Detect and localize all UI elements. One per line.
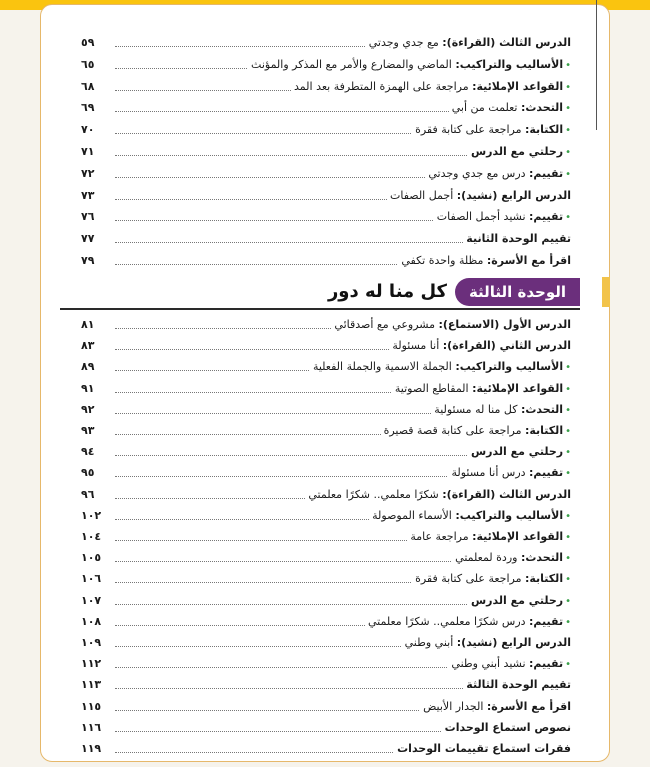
bullet-dot-icon: • [565,81,571,93]
toc-entry[interactable] [81,653,571,674]
toc-entry-label: الكتابة: [524,123,564,137]
toc-entry-label: رحلتي مع الدرس [470,593,564,607]
toc-entry[interactable] [81,163,571,184]
toc-entry-title [452,547,571,568]
toc-entry-title [369,505,571,526]
toc-page-number: ٨١ [81,318,95,331]
toc-entry[interactable] [81,356,571,377]
toc-page-number: ٧٢ [81,166,95,180]
toc-entry-label: تقييم الوحدة الثالثة [466,678,571,692]
bullet-dot-icon: • [565,595,571,607]
toc-entry-text: الجدار الأبيض [423,699,487,713]
toc-entry-text: وردة لمعلمتي [455,551,521,565]
bullet-dot-icon: • [565,510,571,522]
toc-entry-title [425,163,571,184]
toc-page-number: ٨٣ [81,339,95,353]
toc-entry-title [248,54,571,75]
toc-page-number: ٧٦ [81,210,95,224]
toc-page-number: ٦٨ [81,79,95,93]
toc-entry[interactable] [81,526,571,547]
toc-entry-label: التحدث: [520,402,564,416]
bullet-dot-icon: • [565,574,571,586]
unit-title: كل منا له دور [327,281,447,302]
toc-page-number: ٩٣ [81,424,95,437]
toc-entry-title [366,32,571,53]
toc-page-number: ٩٢ [81,402,95,416]
toc-entry-title [381,420,571,441]
toc-entry[interactable] [81,335,571,356]
toc-entry-title [412,119,571,140]
toc-entry-text: أجمل الصفات [390,188,457,202]
toc-page-number: ١١٦ [81,720,102,734]
toc-entry-label: تقييم: [529,166,564,180]
toc-page-number: ١١٢ [81,657,102,671]
bullet-dot-icon: • [565,659,571,671]
toc-entry-text: مع جدي وجدتي [368,36,443,49]
toc-page-number: ١٠٥ [81,551,102,565]
toc-entry-text: نشيد أبني وطني [451,657,530,671]
bullet-dot-icon: • [565,383,571,395]
toc-entry-text: مظلة واحدة تكفي [401,254,487,267]
toc-entry[interactable] [81,32,571,53]
toc-entry-title [431,399,571,420]
toc-entry-title [305,484,571,505]
toc-page-number: ٧٩ [81,254,95,267]
toc-entry-label: رحلتي مع الدرس [470,145,564,158]
toc-entry-label: تقييم الوحدة الثانية [466,232,571,246]
page-gutter-line [596,0,597,130]
toc-entry-text: أبني وطني [404,636,457,649]
toc-entry[interactable] [81,228,571,249]
toc-entry-label: الدرس الرابع (نشيد): [456,188,571,202]
banner-rule [60,308,580,310]
toc-entry-label: تقييم: [529,466,564,480]
toc-entry[interactable] [81,611,571,632]
toc-entry-title [291,76,571,97]
toc-entry[interactable] [81,314,571,335]
toc-entry-label: الدرس الأول (الاستماع): [438,318,571,331]
toc-page-number: ٥٩ [81,36,95,49]
toc-entry-text: الماضي والمضارع والأمر مع المذكر والمؤنث [251,57,456,71]
toc-entry[interactable] [81,141,571,162]
toc-entry-label: تقييم: [529,210,564,224]
toc-entry-title [387,185,571,206]
toc-entry[interactable] [81,206,571,227]
toc-entry-title [442,717,571,738]
toc-entry-text: كل منا له مسئولية [434,402,521,416]
bullet-dot-icon: • [565,553,571,565]
toc-entry[interactable] [81,399,571,420]
toc-entry[interactable] [81,674,571,695]
bullet-dot-icon: • [565,532,571,543]
toc-entry[interactable] [81,632,571,653]
toc-entry-title [449,97,571,118]
toc-entry[interactable] [81,420,571,441]
toc-entry[interactable] [81,505,571,526]
toc-page-number: ١١٥ [81,699,102,713]
toc-entry-text: مراجعة على الهمزة المتطرفة بعد المد [294,79,473,93]
toc-page-number: ١٠٤ [81,530,102,543]
toc-entry[interactable] [81,185,571,206]
toc-entry-text: أنا مسئولة [392,339,443,353]
toc-entry-title [463,228,571,249]
toc-entry-title [420,696,571,717]
toc-page-number: ٧٠ [81,123,95,137]
toc-entry-text: درس مع جدي وجدتي [428,166,530,180]
bullet-dot-icon: • [565,616,571,628]
bullet-dot-icon: • [565,125,571,137]
toc-entry-label: الدرس الرابع (نشيد): [456,636,571,649]
toc-entry-text: الجملة الاسمية والجملة الفعلية [312,360,456,374]
toc-page-number: ١٠٨ [81,614,102,628]
toc-entry[interactable] [81,462,571,483]
toc-entry-title [365,611,571,632]
toc-entry-label: اقرأ مع الأسرة: [486,699,571,713]
toc-entry-title [448,653,571,674]
toc-entry-title [392,378,571,399]
toc-entry-text: مراجعة عامة [410,530,473,543]
toc-page-number: ٩٦ [81,487,95,501]
toc-entry-label: تقييم: [529,614,564,628]
toc-entry[interactable] [81,76,571,97]
bullet-dot-icon: • [565,426,571,437]
toc-entry-label: القواعد الإملائية: [472,381,564,395]
toc-page-number: ١١٣ [81,678,102,692]
toc-entry-text: مراجعة على كتابة قصة قصيرة [383,424,525,437]
toc-entry-title [468,141,571,162]
toc-entry-label: القواعد الإملائية: [472,530,564,543]
toc-entry-label: اقرأ مع الأسرة: [486,254,571,267]
bullet-dot-icon: • [565,59,571,71]
toc-entry-label: الأساليب والتراكيب: [455,508,564,522]
toc-entry-label: التحدث: [520,551,564,565]
bullet-dot-icon: • [565,447,571,459]
toc-entry-title [331,314,571,335]
toc-entry[interactable] [81,378,571,399]
toc-page-number: ٧٧ [81,232,95,246]
toc-entry[interactable] [81,250,571,271]
toc-entry-label: نصوص استماع الوحدات [444,720,571,734]
toc-page-number: ٦٥ [81,57,95,71]
toc-entry-label: رحلتي مع الدرس [470,445,564,459]
toc-entry-label: الدرس الثالث (القراءة): [442,36,571,49]
toc-entry-text: شكرًا معلمي.. شكرًا معلمتي [308,487,443,501]
toc-entry-title [398,250,571,271]
bullet-dot-icon: • [565,212,571,224]
toc-entry-label: الأساليب والتراكيب: [455,360,564,374]
toc-entry-title [394,738,571,759]
toc-page-number: ٩٤ [81,445,95,459]
bullet-dot-icon: • [565,103,571,115]
bullet-dot-icon: • [565,168,571,180]
toc-entry-title [468,441,571,462]
toc-entry[interactable] [81,568,571,589]
unit-tag: الوحدة الثالثة [455,278,580,306]
toc-entry[interactable] [81,119,571,140]
toc-entry-label: فقرات استماع تقييمات الوحدات [397,742,571,755]
toc-entry[interactable] [81,590,571,611]
toc-entry[interactable] [81,717,571,738]
toc-entry[interactable] [81,696,571,717]
toc-entry-label: تقييم: [529,657,564,671]
toc-page-number: ٦٩ [81,101,95,115]
toc-page-number: ٩٥ [81,466,95,480]
bullet-dot-icon: • [565,147,571,158]
toc-entry-text: درس أنا مسئولة [451,466,530,480]
toc-entry[interactable] [81,738,571,759]
toc-entry-title [402,632,571,653]
toc-entry-title [448,462,571,483]
toc-page-number: ٧١ [81,145,95,158]
toc-entry-label: التحدث: [520,101,564,115]
toc-entry[interactable] [81,441,571,462]
toc-entry-title [463,674,571,695]
toc-entry-title [389,335,571,356]
toc-entry-text: تعلمت من أبي [451,101,521,115]
toc-entry-label: الأساليب والتراكيب: [455,57,564,71]
toc-entry-label: الكتابة: [524,424,564,437]
toc-entry-text: درس شكرًا معلمي.. شكرًا معلمتي [368,614,530,628]
toc-entry-text: مشروعي مع أصدقائي [334,318,439,331]
toc-entry-title [310,356,571,377]
toc-entry-title [407,526,571,547]
toc-entry-text: مراجعة على كتابة فقرة [415,572,525,586]
toc-entry-text: مراجعة على كتابة فقرة [415,123,525,137]
toc-page-number: ١٠٦ [81,572,102,586]
bullet-dot-icon: • [565,468,571,480]
toc-entry[interactable] [81,547,571,568]
toc-entry-label: القواعد الإملائية: [472,79,564,93]
toc-page-number: ١٠٩ [81,636,102,649]
unit-three-banner [60,277,580,307]
toc-entry-title [434,206,571,227]
toc-entry[interactable] [81,97,571,118]
toc-entry-label: الدرس الثاني (القراءة): [442,339,571,353]
toc-page-number: ١٠٧ [81,593,102,607]
toc-entry-text: الأسماء الموصولة [372,508,456,522]
toc-entry-text: نشيد أجمل الصفات [436,210,530,224]
toc-entry-title [468,590,571,611]
toc-page-number: ٧٣ [81,188,95,202]
toc-page-number: ١١٩ [81,742,102,755]
bullet-dot-icon: • [565,362,571,374]
toc-entry-label: الكتابة: [524,572,564,586]
toc-entry-label: الدرس الثالث (القراءة): [442,487,571,501]
toc-entry[interactable] [81,484,571,505]
bullet-dot-icon: • [565,404,571,416]
toc-page-number: ٩١ [81,381,95,395]
toc-page-number: ٨٩ [81,360,95,374]
toc-entry[interactable] [81,54,571,75]
toc-entry-title [412,568,571,589]
banner-accent-stripe [602,277,610,307]
toc-page-number: ١٠٢ [81,508,102,522]
toc-entry-text: المقاطع الصوتية [394,381,473,395]
